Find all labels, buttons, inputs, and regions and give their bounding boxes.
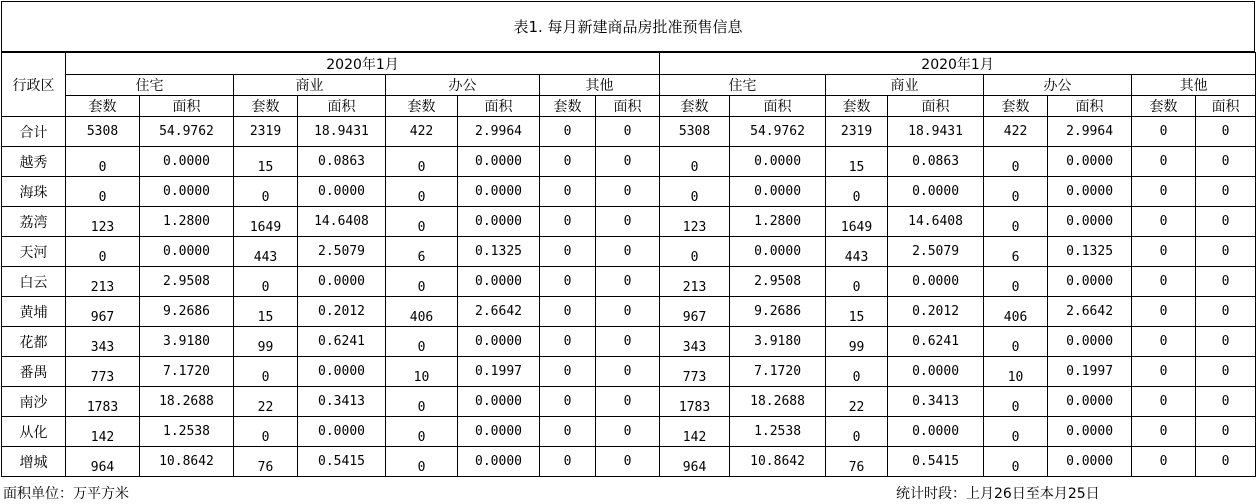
count-cell: 443 — [826, 237, 888, 267]
count-cell: 0 — [984, 387, 1048, 417]
area-header: 面积 — [730, 96, 826, 117]
count-cell: 0 — [1132, 267, 1196, 297]
area-cell: 0 — [1196, 417, 1256, 447]
count-cell: 1783 — [66, 387, 140, 417]
area-cell: 0.3413 — [298, 387, 386, 417]
count-cell: 0 — [386, 327, 458, 357]
count-cell: 0 — [826, 267, 888, 297]
count-header: 套数 — [540, 96, 596, 117]
category-header: 其他 — [540, 75, 660, 96]
count-cell: 964 — [660, 447, 730, 477]
count-cell: 76 — [826, 447, 888, 477]
count-cell: 0 — [66, 147, 140, 177]
area-cell: 3.9180 — [730, 327, 826, 357]
count-cell: 15 — [826, 297, 888, 327]
area-cell: 0 — [1196, 327, 1256, 357]
area-cell: 0 — [596, 447, 660, 477]
count-cell: 99 — [826, 327, 888, 357]
area-cell: 0 — [596, 357, 660, 387]
count-cell: 123 — [660, 207, 730, 237]
area-header: 面积 — [298, 96, 386, 117]
area-cell: 0.0000 — [458, 207, 540, 237]
area-cell: 0 — [596, 387, 660, 417]
count-cell: 343 — [66, 327, 140, 357]
area-cell: 0 — [596, 417, 660, 447]
area-cell: 0.0000 — [1048, 447, 1132, 477]
table-row — [2, 357, 1256, 387]
area-cell: 0.2012 — [888, 297, 984, 327]
area-cell: 0.0000 — [458, 387, 540, 417]
area-cell: 1.2800 — [730, 207, 826, 237]
area-cell: 0.3413 — [888, 387, 984, 417]
count-cell: 0 — [1132, 447, 1196, 477]
area-cell: 0.0000 — [1048, 417, 1132, 447]
count-cell: 1649 — [826, 207, 888, 237]
count-cell: 76 — [234, 447, 298, 477]
count-cell: 0 — [660, 147, 730, 177]
area-cell: 0.0000 — [458, 327, 540, 357]
area-cell: 0 — [596, 327, 660, 357]
area-cell: 1.2800 — [140, 207, 234, 237]
count-header: 套数 — [386, 96, 458, 117]
area-cell: 0.0000 — [458, 447, 540, 477]
category-header: 住宅 — [66, 75, 234, 96]
area-cell: 0.0000 — [730, 147, 826, 177]
area-cell: 0.1325 — [1048, 237, 1132, 267]
count-cell: 0 — [386, 177, 458, 207]
area-cell: 0 — [596, 177, 660, 207]
area-cell: 0.0000 — [140, 147, 234, 177]
count-cell: 15 — [826, 147, 888, 177]
count-cell: 0 — [540, 237, 596, 267]
area-cell: 0 — [596, 237, 660, 267]
count-cell: 22 — [234, 387, 298, 417]
count-cell: 142 — [660, 417, 730, 447]
count-cell: 10 — [386, 357, 458, 387]
count-header: 套数 — [1132, 96, 1196, 117]
count-cell: 0 — [540, 267, 596, 297]
count-cell: 5308 — [660, 117, 730, 147]
count-cell: 2319 — [826, 117, 888, 147]
count-cell: 773 — [660, 357, 730, 387]
category-header: 住宅 — [660, 75, 826, 96]
count-cell: 0 — [386, 267, 458, 297]
count-cell: 0 — [386, 387, 458, 417]
area-cell: 18.2688 — [140, 387, 234, 417]
count-cell: 0 — [540, 387, 596, 417]
category-header: 商业 — [826, 75, 984, 96]
category-header-row — [2, 75, 1256, 96]
count-cell: 0 — [540, 297, 596, 327]
count-cell: 213 — [66, 267, 140, 297]
area-cell: 0.0000 — [298, 357, 386, 387]
count-cell: 967 — [66, 297, 140, 327]
count-cell: 1649 — [234, 207, 298, 237]
count-cell: 0 — [234, 417, 298, 447]
count-cell: 0 — [1132, 177, 1196, 207]
count-cell: 773 — [66, 357, 140, 387]
district-name: 花都 — [2, 327, 66, 357]
area-cell: 0 — [596, 207, 660, 237]
area-cell: 0.0000 — [1048, 267, 1132, 297]
area-cell: 2.6642 — [1048, 297, 1132, 327]
count-header: 套数 — [66, 96, 140, 117]
table-row — [2, 237, 1256, 267]
area-cell: 0.6241 — [298, 327, 386, 357]
area-cell: 0.0000 — [1048, 207, 1132, 237]
area-cell: 2.6642 — [458, 297, 540, 327]
count-cell: 0 — [540, 147, 596, 177]
area-cell: 0.0000 — [1048, 147, 1132, 177]
count-header: 套数 — [660, 96, 730, 117]
table-row — [2, 387, 1256, 417]
count-cell: 15 — [234, 297, 298, 327]
count-cell: 0 — [1132, 387, 1196, 417]
count-header: 套数 — [984, 96, 1048, 117]
count-cell: 0 — [1132, 327, 1196, 357]
district-name: 从化 — [2, 417, 66, 447]
area-cell: 2.9964 — [458, 117, 540, 147]
area-cell: 0.0000 — [888, 177, 984, 207]
area-cell: 0.0863 — [888, 147, 984, 177]
count-cell: 0 — [386, 147, 458, 177]
count-cell: 0 — [984, 267, 1048, 297]
area-cell: 1.2538 — [730, 417, 826, 447]
count-cell: 0 — [386, 207, 458, 237]
district-name: 越秀 — [2, 147, 66, 177]
area-cell: 2.9508 — [140, 267, 234, 297]
district-name: 荔湾 — [2, 207, 66, 237]
category-header: 其他 — [1132, 75, 1256, 96]
table-row — [2, 147, 1256, 177]
count-cell: 1783 — [660, 387, 730, 417]
area-cell: 54.9762 — [140, 117, 234, 147]
table-title: 表1. 每月新建商品房批准预售信息 — [1, 1, 1255, 52]
count-cell: 213 — [660, 267, 730, 297]
count-cell: 99 — [234, 327, 298, 357]
area-cell: 9.2686 — [140, 297, 234, 327]
area-header: 面积 — [596, 96, 660, 117]
period-header-right: 2020年1月 — [660, 53, 1256, 75]
count-cell: 123 — [66, 207, 140, 237]
count-cell: 6 — [386, 237, 458, 267]
area-cell: 2.5079 — [298, 237, 386, 267]
area-header: 面积 — [1196, 96, 1256, 117]
count-cell: 0 — [826, 417, 888, 447]
table-row — [2, 297, 1256, 327]
area-cell: 0.2012 — [298, 297, 386, 327]
area-cell: 0 — [1196, 357, 1256, 387]
count-cell: 343 — [660, 327, 730, 357]
area-cell: 9.2686 — [730, 297, 826, 327]
count-cell: 964 — [66, 447, 140, 477]
area-cell: 0 — [596, 147, 660, 177]
area-cell: 0.0000 — [458, 417, 540, 447]
category-header: 办公 — [984, 75, 1132, 96]
district-name: 番禺 — [2, 357, 66, 387]
area-cell: 0 — [1196, 147, 1256, 177]
count-cell: 0 — [984, 327, 1048, 357]
category-header: 办公 — [386, 75, 540, 96]
area-cell: 0.0000 — [1048, 327, 1132, 357]
count-cell: 0 — [1132, 417, 1196, 447]
area-cell: 0 — [1196, 267, 1256, 297]
area-cell: 0 — [596, 267, 660, 297]
table-row — [2, 417, 1256, 447]
count-cell: 0 — [1132, 207, 1196, 237]
area-cell: 0.0000 — [298, 177, 386, 207]
count-cell: 0 — [826, 177, 888, 207]
area-cell: 18.2688 — [730, 387, 826, 417]
count-cell: 0 — [660, 177, 730, 207]
count-cell: 0 — [984, 147, 1048, 177]
count-cell: 0 — [540, 357, 596, 387]
period-note: 统计时段：上月26日至本月25日 — [896, 486, 1100, 502]
area-cell: 18.9431 — [298, 117, 386, 147]
count-cell: 0 — [540, 447, 596, 477]
period-header-left: 2020年1月 — [66, 53, 660, 75]
count-cell: 0 — [66, 177, 140, 207]
count-cell: 0 — [984, 447, 1048, 477]
area-cell: 54.9762 — [730, 117, 826, 147]
area-cell: 0.0000 — [1048, 387, 1132, 417]
district-name: 合计 — [2, 117, 66, 147]
table-row — [2, 177, 1256, 207]
area-cell: 14.6408 — [888, 207, 984, 237]
area-cell: 10.8642 — [140, 447, 234, 477]
area-cell: 10.8642 — [730, 447, 826, 477]
count-cell: 15 — [234, 147, 298, 177]
area-cell: 0.0000 — [140, 237, 234, 267]
count-cell: 967 — [660, 297, 730, 327]
area-cell: 0.0000 — [458, 147, 540, 177]
table-row — [2, 327, 1256, 357]
area-cell: 0.0000 — [458, 267, 540, 297]
count-cell: 0 — [540, 117, 596, 147]
area-header: 面积 — [140, 96, 234, 117]
count-cell: 422 — [386, 117, 458, 147]
count-cell: 0 — [540, 207, 596, 237]
count-cell: 0 — [234, 267, 298, 297]
count-cell: 2319 — [234, 117, 298, 147]
count-cell: 0 — [1132, 237, 1196, 267]
area-cell: 0.0000 — [888, 267, 984, 297]
count-cell: 0 — [540, 177, 596, 207]
count-cell: 0 — [826, 357, 888, 387]
area-cell: 0.1997 — [1048, 357, 1132, 387]
area-cell: 0.0000 — [888, 417, 984, 447]
area-cell: 0 — [1196, 447, 1256, 477]
count-cell: 406 — [984, 297, 1048, 327]
area-cell: 0.0000 — [298, 267, 386, 297]
area-cell: 3.9180 — [140, 327, 234, 357]
subheader-row — [2, 96, 1256, 117]
area-cell: 0 — [1196, 387, 1256, 417]
district-name: 增城 — [2, 447, 66, 477]
area-cell: 0.0000 — [140, 177, 234, 207]
count-cell: 0 — [386, 447, 458, 477]
area-cell: 2.9964 — [1048, 117, 1132, 147]
count-cell: 0 — [66, 237, 140, 267]
presale-table — [1, 52, 1256, 477]
area-cell: 0.0000 — [730, 237, 826, 267]
unit-note: 面积单位：万平方米 — [3, 486, 129, 502]
area-cell: 0.6241 — [888, 327, 984, 357]
count-cell: 0 — [984, 177, 1048, 207]
count-cell: 6 — [984, 237, 1048, 267]
area-cell: 0.1997 — [458, 357, 540, 387]
district-name: 南沙 — [2, 387, 66, 417]
area-cell: 0 — [1196, 177, 1256, 207]
area-cell: 14.6408 — [298, 207, 386, 237]
area-cell: 2.5079 — [888, 237, 984, 267]
area-cell: 0 — [1196, 117, 1256, 147]
count-cell: 0 — [660, 237, 730, 267]
area-cell: 7.1720 — [140, 357, 234, 387]
area-header: 面积 — [458, 96, 540, 117]
area-header: 面积 — [1048, 96, 1132, 117]
district-header: 行政区 — [2, 53, 66, 117]
count-cell: 0 — [1132, 147, 1196, 177]
count-header: 套数 — [234, 96, 298, 117]
count-header: 套数 — [826, 96, 888, 117]
area-cell: 0 — [1196, 237, 1256, 267]
area-cell: 7.1720 — [730, 357, 826, 387]
table-row — [2, 117, 1256, 147]
count-cell: 0 — [1132, 357, 1196, 387]
area-cell: 0 — [596, 117, 660, 147]
district-name: 白云 — [2, 267, 66, 297]
count-cell: 0 — [1132, 297, 1196, 327]
table-row — [2, 447, 1256, 477]
count-cell: 0 — [234, 357, 298, 387]
count-cell: 0 — [234, 177, 298, 207]
area-cell: 0.0000 — [458, 177, 540, 207]
area-cell: 0.0000 — [888, 357, 984, 387]
district-name: 黄埔 — [2, 297, 66, 327]
area-cell: 0.1325 — [458, 237, 540, 267]
count-cell: 0 — [540, 417, 596, 447]
area-cell: 0 — [596, 297, 660, 327]
count-cell: 22 — [826, 387, 888, 417]
district-name: 天河 — [2, 237, 66, 267]
table-row — [2, 207, 1256, 237]
count-cell: 0 — [984, 417, 1048, 447]
district-name: 海珠 — [2, 177, 66, 207]
area-cell: 0.0000 — [1048, 177, 1132, 207]
count-cell: 142 — [66, 417, 140, 447]
area-cell: 0.5415 — [888, 447, 984, 477]
count-cell: 10 — [984, 357, 1048, 387]
count-cell: 0 — [540, 327, 596, 357]
area-cell: 18.9431 — [888, 117, 984, 147]
area-cell: 1.2538 — [140, 417, 234, 447]
area-cell: 0.0000 — [730, 177, 826, 207]
area-cell: 0.0000 — [298, 417, 386, 447]
count-cell: 406 — [386, 297, 458, 327]
category-header: 商业 — [234, 75, 386, 96]
area-cell: 0.0863 — [298, 147, 386, 177]
area-cell: 2.9508 — [730, 267, 826, 297]
area-cell: 0 — [1196, 207, 1256, 237]
count-cell: 0 — [1132, 117, 1196, 147]
area-header: 面积 — [888, 96, 984, 117]
area-cell: 0 — [1196, 297, 1256, 327]
area-cell: 0.5415 — [298, 447, 386, 477]
count-cell: 0 — [386, 417, 458, 447]
count-cell: 5308 — [66, 117, 140, 147]
count-cell: 0 — [984, 207, 1048, 237]
count-cell: 422 — [984, 117, 1048, 147]
count-cell: 443 — [234, 237, 298, 267]
table-row — [2, 267, 1256, 297]
